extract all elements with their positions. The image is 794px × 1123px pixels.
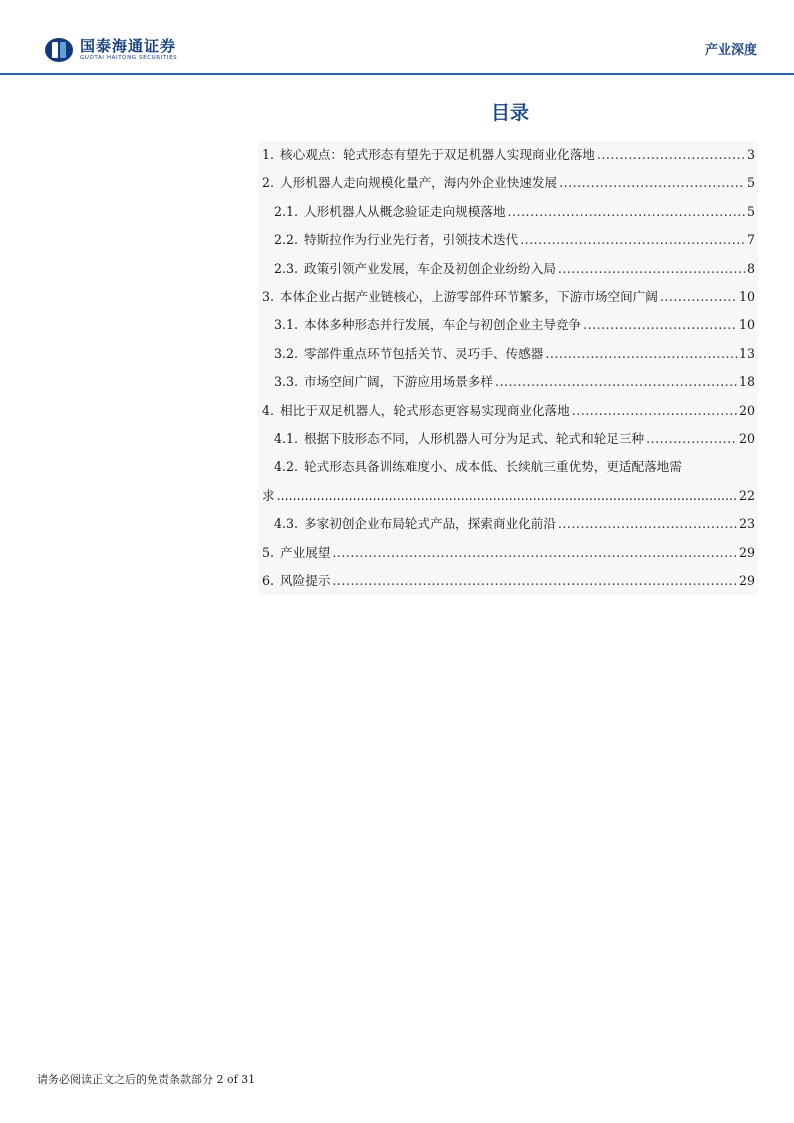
report-type-label: 产业深度 bbox=[704, 43, 757, 58]
toc-number: 1. bbox=[262, 147, 275, 162]
toc-entry-2-2[interactable] bbox=[258, 226, 758, 254]
toc-page: 3 bbox=[746, 147, 755, 162]
toc-text: 多家初创企业布局轮式产品，探索商业化前沿 bbox=[304, 516, 556, 532]
table-of-contents bbox=[258, 141, 758, 595]
brand-text bbox=[80, 38, 177, 62]
toc-leader bbox=[572, 397, 737, 425]
toc-page: 20 bbox=[738, 402, 755, 418]
toc-entry-4-3[interactable] bbox=[258, 510, 758, 538]
brand-logo bbox=[44, 37, 177, 63]
page-header bbox=[0, 0, 794, 76]
page-footer: 请务必阅读正文之后的免责条款部分 2 of 31 bbox=[37, 1073, 256, 1086]
toc-page: 22 bbox=[738, 487, 755, 503]
toc-text: 特斯拉作为行业先行者，引领技术迭代 bbox=[304, 232, 519, 248]
toc-number: 3.1. bbox=[274, 317, 299, 333]
toc-page: 18 bbox=[738, 374, 755, 390]
toc-entry-3[interactable] bbox=[258, 283, 758, 311]
toc-text: 核心观点：轮式形态有望先于双足机器人实现商业化落地 bbox=[280, 147, 595, 162]
toc-text: 人形机器人走向规模化量产，海内外企业快速发展 bbox=[280, 175, 558, 191]
toc-leader bbox=[545, 340, 737, 368]
toc-text-continued: 求 bbox=[262, 487, 275, 503]
toc-number: 2. bbox=[262, 175, 275, 191]
toc-leader bbox=[508, 198, 745, 226]
toc-text: 零部件重点环节包括关节、灵巧手、传感器 bbox=[304, 345, 544, 361]
toc-number: 4.2. bbox=[274, 459, 299, 475]
toc-title: 目录 bbox=[490, 102, 529, 124]
toc-leader bbox=[332, 567, 737, 595]
brand-name-en: GUOTAI HAITONG SECURITIES bbox=[80, 55, 178, 61]
toc-entry-4-1[interactable] bbox=[258, 425, 758, 453]
toc-text: 市场空间广阔，下游应用场景多样 bbox=[304, 374, 493, 390]
toc-leader bbox=[495, 368, 737, 396]
brand-name-cn: 国泰海通证券 bbox=[80, 37, 177, 55]
toc-number: 3.2. bbox=[274, 345, 299, 361]
toc-text: 轮式形态具备训练难度小、成本低、长续航三重优势，更适配落地需 bbox=[304, 459, 682, 475]
toc-leader bbox=[520, 226, 745, 254]
toc-leader bbox=[559, 169, 745, 197]
toc-page: 23 bbox=[738, 516, 755, 532]
toc-page: 20 bbox=[738, 430, 755, 446]
toc-entry-2-3[interactable] bbox=[258, 255, 758, 283]
toc-number: 4.1. bbox=[274, 430, 299, 446]
toc-number: 3. bbox=[262, 288, 275, 304]
toc-entry-5[interactable] bbox=[258, 539, 758, 567]
header-divider bbox=[0, 73, 794, 75]
toc-text: 根据下肢形态不同，人形机器人可分为足式、轮式和轮足三种 bbox=[304, 430, 645, 446]
toc-entry-6[interactable] bbox=[258, 567, 758, 595]
toc-entry-3-1[interactable] bbox=[258, 311, 758, 339]
toc-number: 4. bbox=[262, 402, 275, 418]
toc-number: 4.3. bbox=[274, 516, 299, 532]
toc-text: 人形机器人从概念验证走向规模落地 bbox=[304, 203, 506, 219]
toc-entry-3-3[interactable] bbox=[258, 368, 758, 396]
toc-number: 2.1. bbox=[274, 203, 299, 219]
toc-number: 3.3. bbox=[274, 374, 299, 390]
toc-number: 5. bbox=[262, 544, 275, 560]
toc-number: 2.2. bbox=[274, 232, 299, 248]
toc-page: 29 bbox=[738, 544, 755, 560]
toc-page: 10 bbox=[738, 317, 755, 333]
toc-leader bbox=[558, 510, 737, 538]
toc-entry-4[interactable] bbox=[258, 397, 758, 425]
toc-leader bbox=[660, 283, 737, 311]
toc-number: 2.3. bbox=[274, 260, 299, 276]
toc-page: 5 bbox=[746, 175, 755, 191]
toc-leader bbox=[277, 482, 737, 510]
toc-entry-4-2[interactable] bbox=[258, 453, 758, 510]
toc-page: 10 bbox=[738, 288, 755, 304]
toc-page: 5 bbox=[746, 203, 755, 219]
toc-entry-2-1[interactable] bbox=[258, 198, 758, 226]
toc-leader bbox=[597, 141, 745, 169]
toc-number: 6. bbox=[262, 572, 275, 588]
guotai-haitong-logo-icon bbox=[44, 37, 74, 63]
toc-entry-2[interactable] bbox=[258, 169, 758, 197]
toc-page: 7 bbox=[746, 232, 755, 248]
toc-entry-1[interactable] bbox=[258, 141, 758, 169]
toc-text: 产业展望 bbox=[280, 544, 331, 560]
toc-text: 本体多种形态并行发展，车企与初创企业主导竞争 bbox=[304, 317, 582, 333]
toc-page: 13 bbox=[738, 345, 755, 361]
toc-entry-3-2[interactable] bbox=[258, 340, 758, 368]
toc-page: 29 bbox=[738, 572, 755, 588]
toc-leader bbox=[332, 539, 737, 567]
toc-leader bbox=[558, 255, 745, 283]
toc-leader bbox=[583, 311, 737, 339]
toc-text: 相比于双足机器人，轮式形态更容易实现商业化落地 bbox=[280, 402, 570, 418]
toc-entry-line-continued bbox=[262, 482, 758, 510]
toc-page: 8 bbox=[746, 260, 755, 276]
toc-entry-line bbox=[274, 453, 758, 481]
toc-text: 风险提示 bbox=[280, 572, 331, 588]
toc-leader bbox=[646, 425, 737, 453]
toc-text: 政策引领产业发展，车企及初创企业纷纷入局 bbox=[304, 260, 556, 276]
toc-text: 本体企业占据产业链核心，上游零部件环节繁多，下游市场空间广阔 bbox=[280, 288, 658, 304]
